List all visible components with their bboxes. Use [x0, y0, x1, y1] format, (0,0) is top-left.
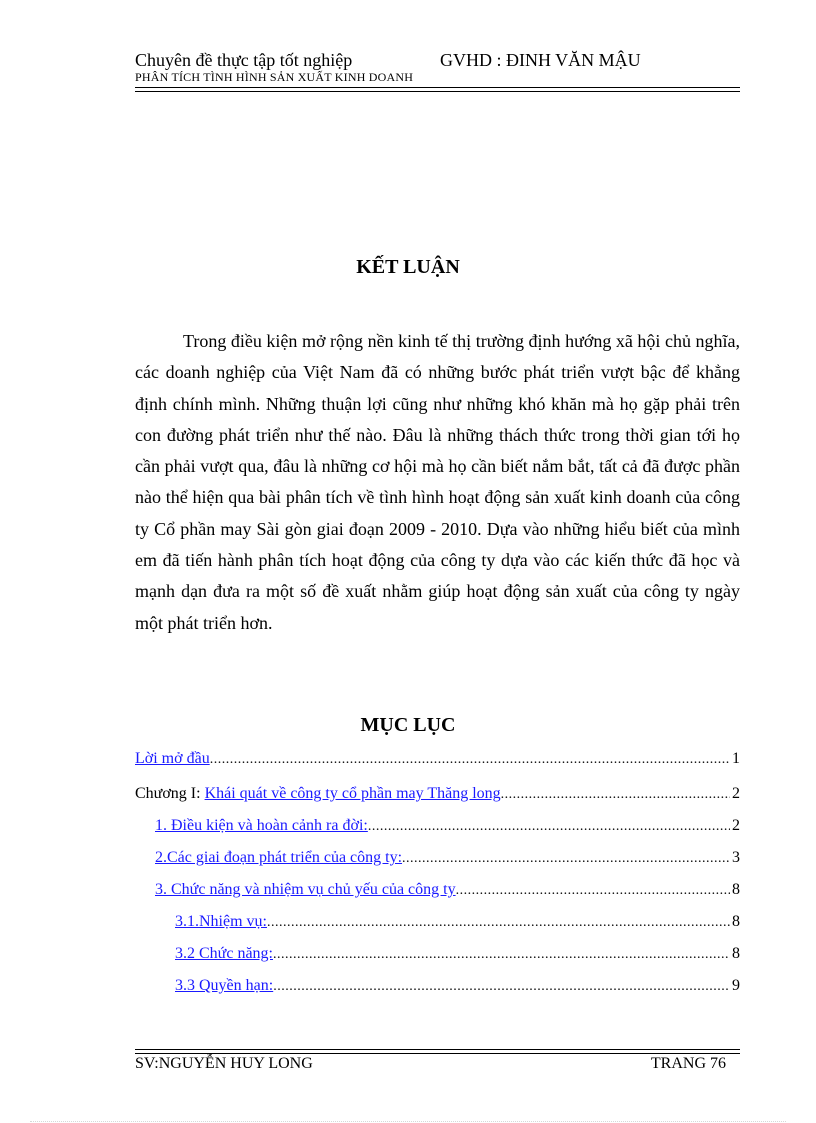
- page-header: [135, 50, 740, 85]
- thesis-topic: PHÂN TÍCH TÌNH HÌNH SẢN XUẤT KINH DOANH: [135, 70, 414, 84]
- conclusion-title: KẾT LUẬN: [356, 256, 460, 278]
- header-divider: [135, 87, 740, 92]
- toc-leader-dots: [273, 979, 730, 995]
- page-footer: [135, 1055, 740, 1077]
- toc-link[interactable]: Khái quát về công ty cổ phần may Thăng long: [204, 785, 501, 802]
- page-number-label: TRANG 76: [650, 1055, 726, 1072]
- toc-link[interactable]: Lời mở đầu: [135, 750, 210, 767]
- student-name: SV:NGUYỄN HUY LONG: [135, 1055, 313, 1072]
- toc-link[interactable]: 1. Điều kiện và hoàn cảnh ra đời:: [155, 817, 368, 834]
- page-bottom-border: [30, 1121, 786, 1122]
- toc-page-number: 8: [732, 945, 740, 962]
- thesis-type: Chuyên đề thực tập tốt nghiệp: [135, 50, 353, 70]
- toc-link[interactable]: 3.2 Chức năng:: [175, 945, 273, 962]
- toc-link[interactable]: 2.Các giai đoạn phát triển của công ty:: [155, 849, 403, 866]
- toc-entry: [155, 817, 740, 841]
- footer-divider: [135, 1049, 740, 1054]
- toc-entry: [175, 977, 740, 1001]
- toc-leader-dots: [273, 947, 730, 963]
- toc-page-number: 8: [732, 881, 740, 898]
- toc-page-number: 8: [732, 913, 740, 930]
- toc-page-number: 3: [732, 849, 740, 866]
- toc-leader-dots: [267, 915, 730, 931]
- toc-page-number: 2: [732, 785, 740, 802]
- toc-page-number: 1: [732, 750, 740, 767]
- toc-title: MỤC LỤC: [360, 714, 456, 736]
- toc-entry: [155, 881, 740, 905]
- toc-entry: [155, 849, 740, 873]
- toc-entry: [175, 913, 740, 937]
- toc-page-number: 2: [732, 817, 740, 834]
- toc-entry: [175, 945, 740, 969]
- conclusion-paragraph: Trong điều kiện mở rộng nền kinh tế thị trường định hướng xã hội chủ nghĩa, các doanh nghiệp của Việt Nam đã có những bước phát triển vượt bậc để khẳng định chính mình. Những thuận lợi cũng như những khó khăn mà họ gặp phải trên con đường phát triển như thế nào. Đâu là những thách thức trong thời gian tới họ cần phải vượt qua, đâu là những cơ hội mà họ cần biết nắm bắt, tất cả đã được phần nào thể hiện qua bài phân tích về tình hình hoạt động sản xuất kinh doanh của công ty Cổ phần may Sài gòn giai đoạn 2009 - 2010. Dựa vào những hiểu biết của mình em đã tiến hành phân tích hoạt động của công ty dựa vào các kiến thức đã học và mạnh dạn đưa ra một số đề xuất nhằm giúp hoạt động sản xuất của công ty ngày một phát triển hơn.: [135, 331, 740, 633]
- toc-entry: [135, 785, 740, 809]
- toc-link[interactable]: 3.3 Quyền hạn:: [175, 977, 274, 994]
- toc-entry: [135, 750, 740, 774]
- toc-leader-dots: [402, 851, 730, 867]
- toc-link[interactable]: 3.1.Nhiệm vụ:: [175, 913, 267, 930]
- toc-leader-dots: [368, 819, 730, 835]
- toc-link[interactable]: 3. Chức năng và nhiệm vụ chủ yếu của công ty: [155, 881, 456, 898]
- advisor-name: GVHD : ĐINH VĂN MẬU: [440, 50, 641, 70]
- toc-leader-dots: [456, 883, 730, 899]
- toc-leader-dots: [210, 752, 730, 768]
- toc-prefix: Chương I:: [135, 785, 205, 802]
- toc-leader-dots: [501, 787, 730, 803]
- toc-page-number: 9: [732, 977, 740, 994]
